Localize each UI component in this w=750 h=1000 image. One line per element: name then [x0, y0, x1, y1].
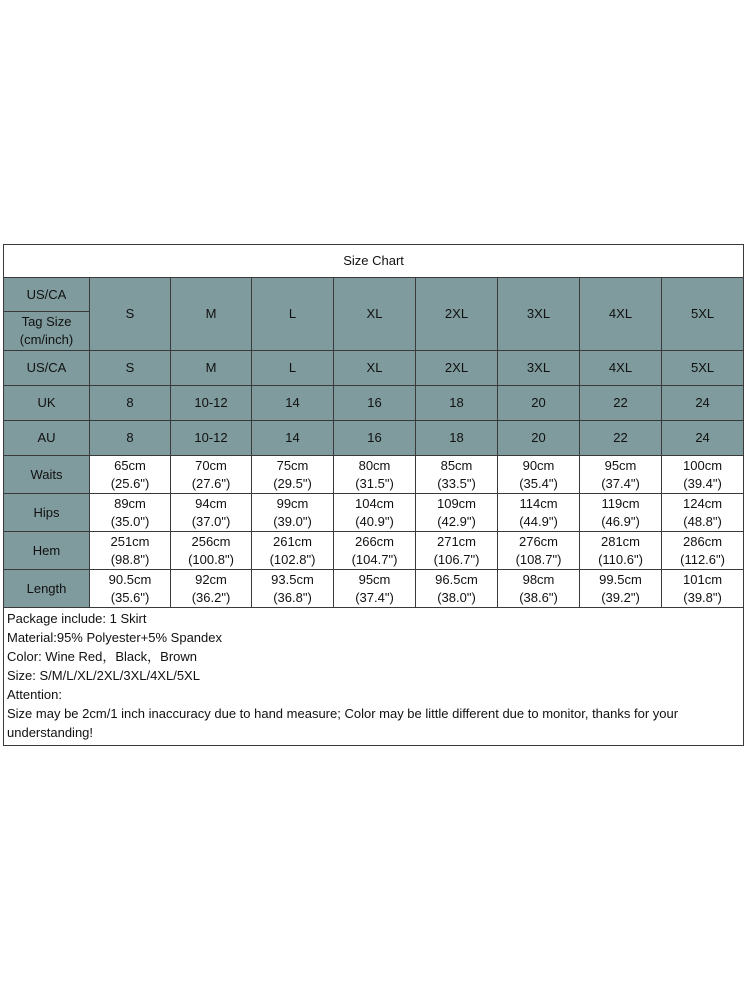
inch-value: (36.8") — [273, 589, 312, 605]
table-cell: 10-12 — [171, 421, 252, 456]
inch-value: (27.6") — [191, 475, 231, 491]
inch-value: (25.6") — [110, 475, 150, 491]
measurement-cell — [498, 456, 580, 494]
measurement-cell — [171, 456, 252, 494]
table-cell: 10-12 — [171, 386, 252, 421]
note-size: Size: S/M/L/XL/2XL/3XL/4XL/5XL — [7, 668, 200, 683]
table-cell: 16 — [334, 421, 416, 456]
tag-size-unit: (cm/inch) — [19, 332, 74, 347]
cm-value: 271cm — [436, 533, 477, 549]
cm-value: 80cm — [358, 457, 391, 473]
inch-value: (35.4") — [519, 475, 558, 491]
table-cell: 14 — [252, 386, 334, 421]
table-row — [4, 386, 744, 421]
inch-value: (104.7") — [351, 551, 398, 567]
table-cell: S — [90, 351, 171, 386]
inch-value: (33.5") — [437, 475, 476, 491]
inch-value: (39.0") — [273, 513, 312, 529]
tag-size-label — [4, 312, 89, 350]
cm-value: 100cm — [683, 457, 723, 473]
inch-value: (39.2") — [601, 589, 640, 605]
measurement-cell — [580, 494, 662, 532]
row-label: AU — [4, 421, 90, 456]
cm-value: 109cm — [436, 495, 477, 511]
inch-value: (31.5") — [355, 475, 394, 491]
inch-value: (39.8") — [683, 589, 722, 605]
cm-value: 119cm — [601, 495, 640, 511]
measurement-cell — [498, 532, 580, 570]
size-header: S — [90, 278, 171, 351]
table-cell: 5XL — [662, 351, 744, 386]
note-attention: Attention: — [7, 687, 62, 702]
table-cell: 4XL — [580, 351, 662, 386]
measurement-row — [4, 456, 744, 494]
inch-value: (38.0") — [437, 589, 476, 605]
size-chart-table — [3, 244, 744, 746]
inch-value: (110.6") — [598, 551, 643, 567]
note-color: Color: Wine Red，Black，Brown — [7, 649, 198, 664]
measurement-cell — [498, 570, 580, 608]
cm-value: 99.5cm — [599, 571, 642, 587]
row-label: Hips — [4, 494, 90, 532]
cm-value: 94cm — [195, 495, 227, 511]
measurement-row — [4, 494, 744, 532]
cm-value: 75cm — [276, 457, 309, 473]
measurement-cell — [416, 570, 498, 608]
cm-value: 281cm — [600, 533, 641, 549]
cm-value: 276cm — [518, 533, 559, 549]
inch-value: (42.9") — [437, 513, 476, 529]
row-label: Waits — [4, 456, 90, 494]
cm-value: 85cm — [440, 457, 473, 473]
measurement-cell — [580, 456, 662, 494]
measurement-cell — [252, 570, 334, 608]
measurement-row — [4, 570, 744, 608]
inch-value: (40.9") — [355, 513, 394, 529]
notes-panel — [4, 608, 744, 746]
inch-value: (46.9") — [601, 513, 640, 529]
cm-value: 98cm — [522, 571, 555, 587]
cm-value: 99cm — [276, 495, 309, 511]
note-disclaimer: Size may be 2cm/1 inch inaccuracy due to hand measure; Color may be little different due to monitor, thanks for your understanding! — [7, 706, 679, 740]
measurement-cell — [416, 532, 498, 570]
us-ca-label: US/CA — [4, 278, 89, 312]
table-row — [4, 421, 744, 456]
measurement-cell — [171, 532, 252, 570]
measurement-rows — [4, 456, 744, 608]
measurement-cell — [662, 532, 744, 570]
size-header: 3XL — [498, 278, 580, 351]
inch-value: (44.9") — [519, 513, 558, 529]
cm-value: 256cm — [191, 533, 231, 549]
cm-value: 65cm — [114, 457, 146, 473]
inch-value: (36.2") — [191, 589, 231, 605]
inch-value: (98.8") — [110, 551, 150, 567]
inch-value: (29.5") — [273, 475, 312, 491]
measurement-cell — [662, 494, 744, 532]
measurement-cell — [662, 570, 744, 608]
measurement-cell — [416, 456, 498, 494]
chart-title: Size Chart — [4, 245, 744, 278]
measurement-cell — [334, 456, 416, 494]
table-cell: 24 — [662, 386, 744, 421]
table-cell: 2XL — [416, 351, 498, 386]
row-label: UK — [4, 386, 90, 421]
cm-value: 261cm — [272, 533, 313, 549]
size-header: XL — [334, 278, 416, 351]
table-cell: XL — [334, 351, 416, 386]
size-header: 5XL — [662, 278, 744, 351]
inch-value: (100.8") — [188, 551, 234, 567]
measurement-cell — [252, 532, 334, 570]
inch-value: (102.8") — [269, 551, 316, 567]
inch-value: (35.6") — [110, 589, 150, 605]
table-cell: L — [252, 351, 334, 386]
inch-value: (48.8") — [683, 513, 722, 529]
measurement-cell — [171, 494, 252, 532]
measurement-cell — [90, 456, 171, 494]
measurement-cell — [416, 494, 498, 532]
cm-value: 93.5cm — [271, 571, 314, 587]
measurement-cell — [580, 532, 662, 570]
cm-value: 286cm — [683, 533, 723, 549]
measurement-row — [4, 532, 744, 570]
cm-value: 95cm — [604, 457, 637, 473]
measurement-cell — [334, 532, 416, 570]
size-header: L — [252, 278, 334, 351]
inch-value: (108.7") — [515, 551, 562, 567]
table-cell: 22 — [580, 386, 662, 421]
cm-value: 92cm — [195, 571, 227, 587]
measurement-cell — [90, 532, 171, 570]
cm-value: 95cm — [358, 571, 391, 587]
inch-value: (39.4") — [683, 475, 722, 491]
inch-value: (112.6") — [680, 551, 725, 567]
table-cell: 8 — [90, 421, 171, 456]
measurement-cell — [252, 456, 334, 494]
table-cell: M — [171, 351, 252, 386]
cm-value: 266cm — [354, 533, 395, 549]
inch-value: (37.4") — [355, 589, 394, 605]
size-header: M — [171, 278, 252, 351]
table-cell: 20 — [498, 421, 580, 456]
tag-size-header — [4, 278, 90, 351]
cm-value: 114cm — [519, 495, 558, 511]
measurement-cell — [662, 456, 744, 494]
cm-value: 101cm — [683, 571, 723, 587]
row-label: Length — [4, 570, 90, 608]
row-label: US/CA — [4, 351, 90, 386]
measurement-cell — [90, 570, 171, 608]
inch-value: (106.7") — [433, 551, 480, 567]
inch-value: (37.0") — [191, 513, 231, 529]
size-header: 4XL — [580, 278, 662, 351]
measurement-cell — [90, 494, 171, 532]
note-material: Material:95% Polyester+5% Spandex — [7, 630, 222, 645]
measurement-cell — [580, 570, 662, 608]
table-cell: 8 — [90, 386, 171, 421]
cm-value: 96.5cm — [435, 571, 478, 587]
inch-value: (35.0") — [110, 513, 150, 529]
row-label: Hem — [4, 532, 90, 570]
measurement-cell — [334, 494, 416, 532]
cm-value: 89cm — [114, 495, 146, 511]
cm-value: 90cm — [522, 457, 555, 473]
tag-size-title: Tag Size — [21, 314, 72, 329]
inch-value: (38.6") — [519, 589, 558, 605]
table-cell: 3XL — [498, 351, 580, 386]
table-cell: 22 — [580, 421, 662, 456]
cm-value: 70cm — [195, 457, 227, 473]
cm-value: 104cm — [354, 495, 395, 511]
table-cell: 18 — [416, 386, 498, 421]
table-cell: 20 — [498, 386, 580, 421]
size-header: 2XL — [416, 278, 498, 351]
table-cell: 24 — [662, 421, 744, 456]
measurement-cell — [498, 494, 580, 532]
measurement-cell — [171, 570, 252, 608]
table-row — [4, 351, 744, 386]
table-cell: 16 — [334, 386, 416, 421]
table-cell: 18 — [416, 421, 498, 456]
measurement-cell — [334, 570, 416, 608]
measurement-cell — [252, 494, 334, 532]
cm-value: 90.5cm — [108, 571, 152, 587]
inch-value: (37.4") — [601, 475, 640, 491]
table-cell: 14 — [252, 421, 334, 456]
cm-value: 124cm — [683, 495, 723, 511]
note-package: Package include: 1 Skirt — [7, 611, 147, 626]
cm-value: 251cm — [110, 533, 150, 549]
